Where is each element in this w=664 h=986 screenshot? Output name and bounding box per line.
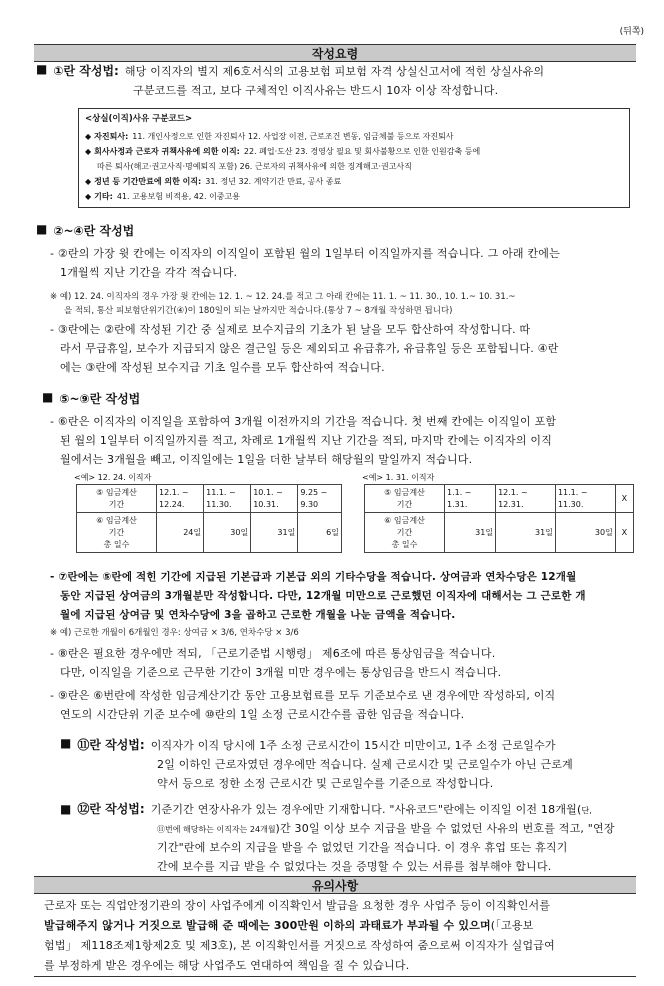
reason-code-key: 회사사정과 근로자 귀책사유에 의한 이직: [94, 147, 240, 156]
table-row [365, 513, 634, 553]
reason-codes-box [78, 108, 630, 208]
section-5 [60, 800, 615, 876]
table-cell [204, 485, 251, 513]
text-line: 동안 지급된 상여금의 3개월분만 작성합니다. 다만, 12개월 미만으로 근로했던 이직자에 대해서는 그 근로한 개 [60, 590, 586, 602]
cell-text: ⑥ 임금계산 [96, 515, 137, 525]
bold-text: 발급해주지 않거나 거짓으로 발급해 준 때에는 300만원 이하의 과태료가 부과될 수 있으며 [44, 919, 491, 932]
text-line: 된 월의 1일부터 이직일까지를 적고, 차례로 1개월씩 지난 기간을 적되, 마지막 칸에는 이직자의 이직 [60, 434, 553, 447]
cell-text: 기간 [108, 499, 125, 509]
cell-text: 9.30 [300, 499, 319, 509]
reason-code-text: 31. 정년 32. 계약기간 만료, 공사 종료 [205, 177, 342, 186]
text-line: 기간"란에 보수의 지급을 받을 수 없었던 기간을 적습니다. 이 경우 휴업 또는 휴직기 [157, 841, 568, 854]
reason-code-key: 정년 등 기간만료에 의한 이직: [94, 177, 202, 186]
cell-text: 기간 [396, 527, 413, 537]
cell-text: 12.1. ~ [159, 487, 189, 497]
diamond-bullet-icon: ◆ [85, 177, 92, 186]
example-1-table [76, 484, 342, 553]
text-span: (「고용보 [490, 919, 534, 932]
reason-code-key: 기타: [94, 192, 113, 201]
example-1-caption: <예> 12. 24. 이직자 [74, 473, 152, 482]
cell-text: X [621, 493, 628, 503]
square-marker: ■ [36, 222, 48, 236]
section-2-paragraph [50, 320, 559, 377]
text-line: 에는 ③란에 작성된 보수지급 기초 일수를 모두 합산하여 적습니다. [60, 361, 385, 374]
text-line: 근로자 또는 직업안정기관의 장이 사업주에게 이직확인서 발급을 요청한 경우 사업주 등이 이직확인서를 [44, 899, 551, 912]
text-line: 연도의 시간단위 기준 보수에 ⑩란의 1일 소정 근로시간수를 곱한 임금을 적습니다. [60, 708, 465, 721]
cell-text: 12.1. ~ [498, 487, 528, 497]
reason-code-text: 11. 개인사정으로 인한 자진퇴사 12. 사업장 이전, 근로조건 변동, 임금체불 등으로 자진퇴사 [132, 132, 454, 141]
cell-text: 기간 [396, 499, 413, 509]
section-header-instructions: 작성요령 [34, 44, 636, 62]
table-cell: 30일 [204, 513, 251, 553]
table-cell: 24일 [157, 513, 204, 553]
table-cell: 31일 [445, 513, 496, 553]
reason-code-text: 22. 폐업·도산 23. 경영상 필요 및 회사불황으로 인한 인원감축 등에 [243, 147, 481, 156]
row-header [365, 485, 445, 513]
reason-code-item [85, 144, 623, 159]
cell-text: ⑥ 임금계산 [384, 515, 425, 525]
cell-text: 11.30. [557, 499, 584, 509]
cell-text: 1.1. ~ [447, 487, 472, 497]
table-cell: 6일 [298, 513, 342, 553]
text-line: - ⑨란은 ⑥번란에 작성한 임금계산기간 동안 고용보험료를 모두 기준보수로 낸 경우에만 작성하되, 이직 [50, 689, 556, 702]
text-line: 2일 이하인 근로자였던 경우에만 적습니다. 실제 근로시간 및 근로일수가 아닌 근로계 [157, 758, 573, 771]
text-line: - ③란에는 ②란에 작성된 기간 중 실제로 보수지급의 기초가 된 날을 모두 합산하여 작성합니다. 따 [50, 323, 531, 336]
example-2-table [364, 484, 634, 553]
cell-text: 9.25 ~ [300, 487, 328, 497]
text-line [44, 916, 555, 936]
cell-text: 11.1. ~ [557, 487, 588, 497]
diamond-bullet-icon: ◆ [85, 147, 92, 156]
text-line: 다만, 이직일을 기준으로 근무한 기간이 3개월 미만 경우에는 통상임금을 반드시 적습니다. [60, 666, 502, 679]
section-2-title: ②~④란 작성법 [53, 224, 135, 238]
text-line [157, 819, 615, 838]
section-3-title: ⑤~⑨란 작성법 [59, 392, 141, 406]
text-line: 을 적되, 통산 피보험단위기간(④)이 180일이 되는 날까지만 적습니다.(통상 7 ~ 8개월 작성하면 됩니다) [64, 306, 453, 316]
text-line: 를 부정하게 받은 경우에는 해당 사업주도 연대하여 책임을 질 수 있습니다. [44, 959, 410, 972]
table-cell [251, 485, 298, 513]
text-line-small: 단, [581, 806, 592, 815]
text-line: 월에 지급된 상여금 및 연차수당에 3을 곱하고 근로한 개월을 나눈 금액을 적습니다. [60, 609, 456, 621]
reason-code-key: 자진퇴사: [94, 132, 129, 141]
section-2 [36, 222, 134, 239]
text-line: - ⑥란은 이직자의 이직일을 포함하여 3개월 이전까지의 기간을 적습니다. 첫 번째 칸에는 이직일이 포함 [50, 415, 557, 428]
section-3-paragraph [50, 644, 501, 682]
table-cell [445, 485, 496, 513]
section-3-bold-paragraph [50, 568, 586, 625]
table-cell [298, 485, 342, 513]
table-row [77, 513, 342, 553]
section-5-title: ⑫란 작성법: [77, 802, 145, 816]
text-line: 라서 무급휴일, 보수가 지급되지 않은 결근일 등은 제외되고 유급휴가, 유급휴일 등은 포함됩니다. ④란 [60, 342, 559, 355]
square-marker: ■ [42, 390, 54, 404]
cell-text: ⑤ 임금계산 [384, 487, 425, 497]
cell-text: 1.31. [447, 499, 468, 509]
table-row [77, 485, 342, 513]
text-line: - ②란의 가장 윗 칸에는 이직자의 이직일이 포함된 월의 1일부터 이직일까지를 적습니다. 그 아래 칸에는 [50, 247, 560, 260]
section-4-title: ⑪란 작성법: [77, 738, 145, 752]
section-header-cautions: 유의사항 [34, 876, 636, 894]
section-3-note: ※ 예) 근로한 개월이 6개월인 경우: 상여금 × 3/6, 연차수당 × 3/6 [50, 628, 299, 638]
diamond-bullet-icon: ◆ [85, 192, 92, 201]
section-1 [36, 62, 544, 100]
table-cell [496, 485, 556, 513]
table-cell: 31일 [251, 513, 298, 553]
text-line: )간 30일 이상 보수 지급을 받을 수 없었던 사유의 번호를 적고, "연장 [275, 822, 615, 835]
section-3-paragraph [50, 686, 555, 724]
text-line-small: ⑪번에 해당하는 이직자는 24개월 [157, 825, 276, 834]
reason-code-item [85, 129, 623, 144]
table-row [365, 485, 634, 513]
table-cell: 30일 [555, 513, 615, 553]
bottom-divider [34, 976, 636, 977]
example-2-caption: <예> 1. 31. 이직자 [362, 473, 435, 482]
cell-text: 11.1. ~ [206, 487, 236, 497]
reason-code-text: 41. 고용보험 비적용, 42. 이중고용 [116, 192, 240, 201]
text-line: ※ 예) 12. 24. 이직자의 경우 가장 윗 칸에는 12. 1. ~ 12. 24.를 적고 그 아래 칸에는 11. 1. ~ 11. 30., 10. 1.~ 10. 31.~ [50, 292, 516, 302]
section-1-title: ①란 작성법: [53, 64, 119, 78]
cell-text: 12.31. [498, 499, 524, 509]
text-line: 기준기간 연장사유가 있는 경우에만 기재합니다. "사유코드"란에는 이직일 이전 18개월( [150, 803, 582, 816]
section-1-line: 구분코드를 적고, 보다 구체적인 이직사유는 반드시 10자 이상 작성합니다. [133, 84, 499, 97]
cell-text: 총 일수 [103, 539, 130, 549]
table-cell: 31일 [496, 513, 556, 553]
square-marker: ■ [60, 802, 72, 816]
cell-text: 12.24. [159, 499, 185, 509]
table-cell [555, 485, 615, 513]
cell-text: 10.31. [253, 499, 279, 509]
table-cell [157, 485, 204, 513]
square-marker: ■ [60, 736, 72, 750]
table-cell [615, 485, 633, 513]
cell-text: ⑤ 임금계산 [96, 487, 137, 497]
row-header [77, 485, 157, 513]
caution-paragraph [44, 896, 555, 976]
text-line: 약서 등으로 정한 소정 근로시간 및 근로일수를 기준으로 작성합니다. [157, 777, 494, 790]
row-header [77, 513, 157, 553]
section-3-paragraph [50, 412, 556, 469]
text-line: - ⑧란은 필요한 경우에만 적되, 「근로기준법 시행령」 제6조에 따른 통상임금을 적습니다. [50, 647, 496, 660]
reason-codes-title: <상실(이직)사유 구분코드> [85, 114, 193, 124]
text-line: 험법」 제118조제1항제2호 및 제3호), 본 이직확인서를 거짓으로 작성하여 줌으로써 이직자가 실업급여 [44, 939, 555, 952]
text-line: 1개월씩 지난 기간을 각각 적습니다. [60, 266, 238, 279]
reason-code-item [85, 189, 623, 204]
section-2-note [50, 290, 516, 318]
section-4 [60, 736, 573, 793]
cell-text: 10.1. ~ [253, 487, 283, 497]
section-3 [42, 390, 140, 407]
text-line: - ⑦란에는 ⑤란에 적힌 기간에 지급된 기본급과 기본급 외의 기타수당을 적습니다. 상여금과 연차수당은 12개월 [50, 571, 577, 583]
cell-text: 11.30. [206, 499, 232, 509]
cell-text: 기간 [108, 527, 125, 537]
diamond-bullet-icon: ◆ [85, 132, 92, 141]
table-cell: X [615, 513, 633, 553]
section-2-paragraph [50, 244, 560, 282]
back-page-label: (뒤쪽) [619, 27, 644, 37]
reason-code-text: 따른 퇴사(해고·권고사직·명예퇴직 포함) 26. 근로자의 귀책사유에 의한 징계해고·권고사직 [97, 162, 412, 171]
square-marker: ■ [36, 62, 48, 76]
reason-code-item [85, 174, 623, 189]
section-1-line: 해당 이직자의 별지 제6호서식의 고용보험 피보험 자격 상실신고서에 적힌 상실사유의 [124, 65, 545, 78]
text-line: 간에 보수를 지급 받을 수 없었다는 것을 증명할 수 있는 서류를 첨부해야 합니다. [157, 860, 552, 873]
row-header [365, 513, 445, 553]
cell-text: 총 일수 [391, 539, 418, 549]
text-line: 이직자가 이직 당시에 1주 소정 근로시간이 15시간 미만이고, 1주 소정 근로일수가 [150, 739, 556, 752]
text-line: 월에서는 3개월을 빼고, 이직일에는 1일을 더한 날부터 해당월의 말일까지 적습니다. [60, 453, 473, 466]
